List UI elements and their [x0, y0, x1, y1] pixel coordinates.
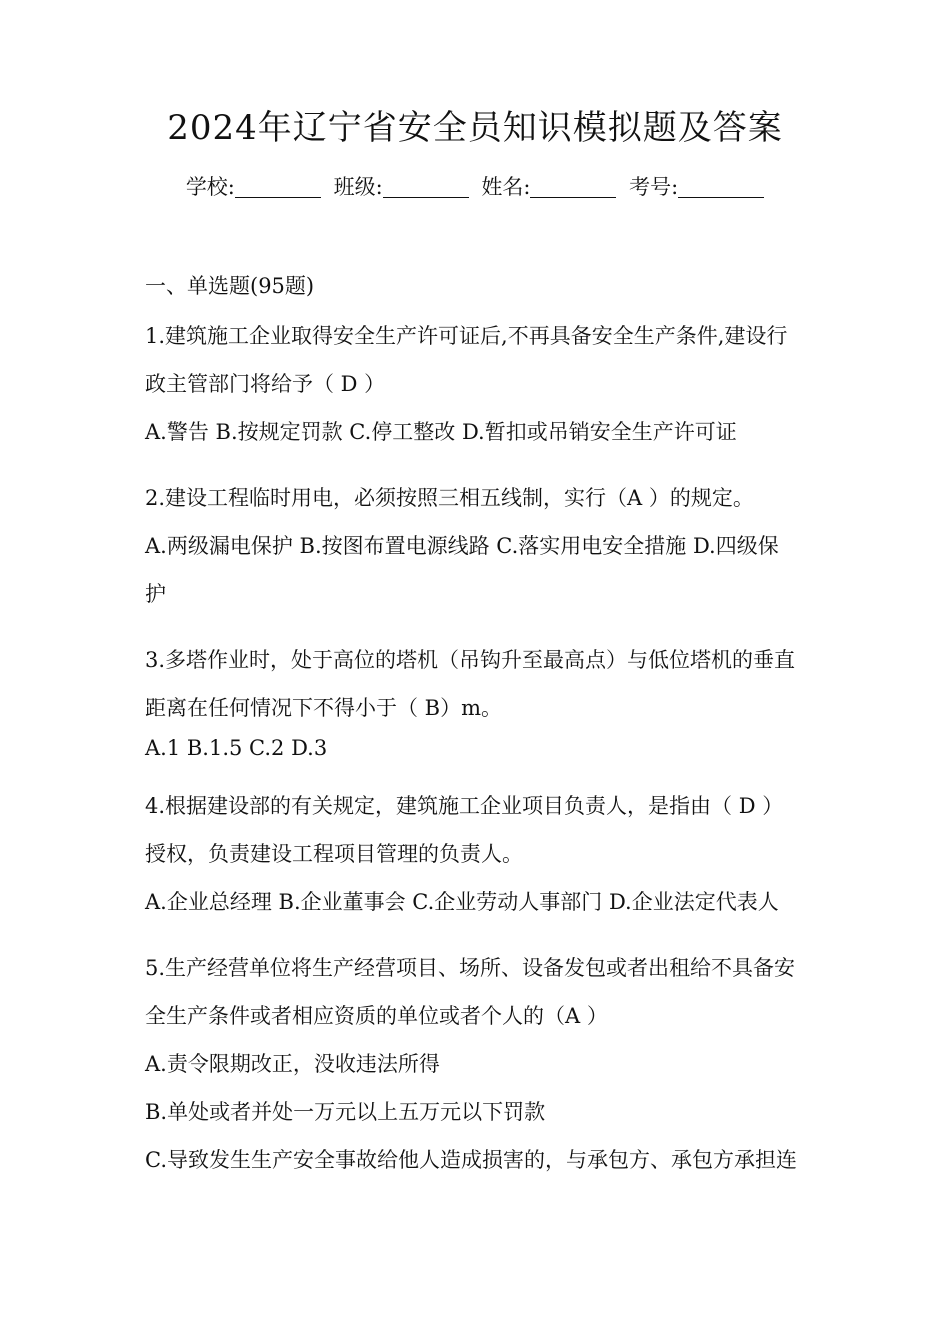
question-5 — [145, 944, 810, 1184]
question-options: A.企业总经理 B.企业董事会 C.企业劳动人事部门 D.企业法定代表人 — [145, 890, 779, 914]
question-options: A.警告 B.按规定罚款 C.停工整改 D.暂扣或吊销安全生产许可证 — [145, 420, 737, 444]
question-options: A.两级漏电保护 B.按图布置电源线路 C.落实用电安全措施 D.四级保 — [145, 534, 779, 558]
spacer — [145, 618, 810, 636]
question-list — [145, 264, 810, 1184]
question-3 — [145, 636, 810, 764]
question-text: 1.建筑施工企业取得安全生产许可证后,不再具备安全生产条件,建设行 — [145, 324, 788, 348]
blank-line — [678, 175, 764, 198]
info-field-exam-number — [629, 170, 764, 204]
question-options: 护 — [145, 582, 166, 606]
info-label: 班级: — [333, 175, 383, 199]
info-field-class — [334, 170, 469, 204]
question-2 — [145, 474, 810, 618]
info-label: 姓名: — [481, 175, 531, 199]
document-title: 2024年辽宁省安全员知识模拟题及答案 — [167, 108, 783, 148]
question-text: 距离在任何情况下不得小于（ B）m。 — [145, 696, 503, 720]
blank-line — [383, 175, 469, 198]
blank-line — [235, 175, 321, 198]
question-option: B.单处或者并处一万元以上五万元以下罚款 — [145, 1100, 546, 1124]
question-text: 政主管部门将给予（ D ） — [145, 372, 386, 396]
question-text: 2.建设工程临时用电，必须按照三相五线制，实行（A ）的规定。 — [145, 486, 754, 510]
spacer — [145, 926, 810, 944]
question-option: A.责令限期改正，没收违法所得 — [145, 1052, 440, 1076]
question-text: 全生产条件或者相应资质的单位或者个人的（A ） — [145, 1004, 608, 1028]
question-text: 授权，负责建设工程项目管理的负责人。 — [145, 842, 523, 866]
section-heading: 一、单选题(95题) — [145, 274, 315, 298]
question-text: 4.根据建设部的有关规定，建筑施工企业项目负责人，是指由（ D ） — [145, 794, 784, 818]
info-field-name — [481, 170, 616, 204]
spacer — [145, 764, 810, 782]
spacer — [145, 456, 810, 474]
question-options: A.1 B.1.5 C.2 D.3 — [145, 736, 328, 760]
question-4 — [145, 782, 810, 926]
question-text: 5.生产经营单位将生产经营项目、场所、设备发包或者出租给不具备安 — [145, 956, 796, 980]
info-label: 考号: — [629, 175, 679, 199]
question-option: C.导致发生生产安全事故给他人造成损害的，与承包方、承包方承担连 — [145, 1148, 797, 1172]
info-label: 学校: — [185, 175, 235, 199]
question-text: 3.多塔作业时，处于高位的塔机（吊钩升至最高点）与低位塔机的垂直 — [145, 648, 796, 672]
student-info-line — [0, 170, 950, 204]
info-field-school — [186, 170, 321, 204]
question-1 — [145, 312, 810, 456]
blank-line — [530, 175, 616, 198]
